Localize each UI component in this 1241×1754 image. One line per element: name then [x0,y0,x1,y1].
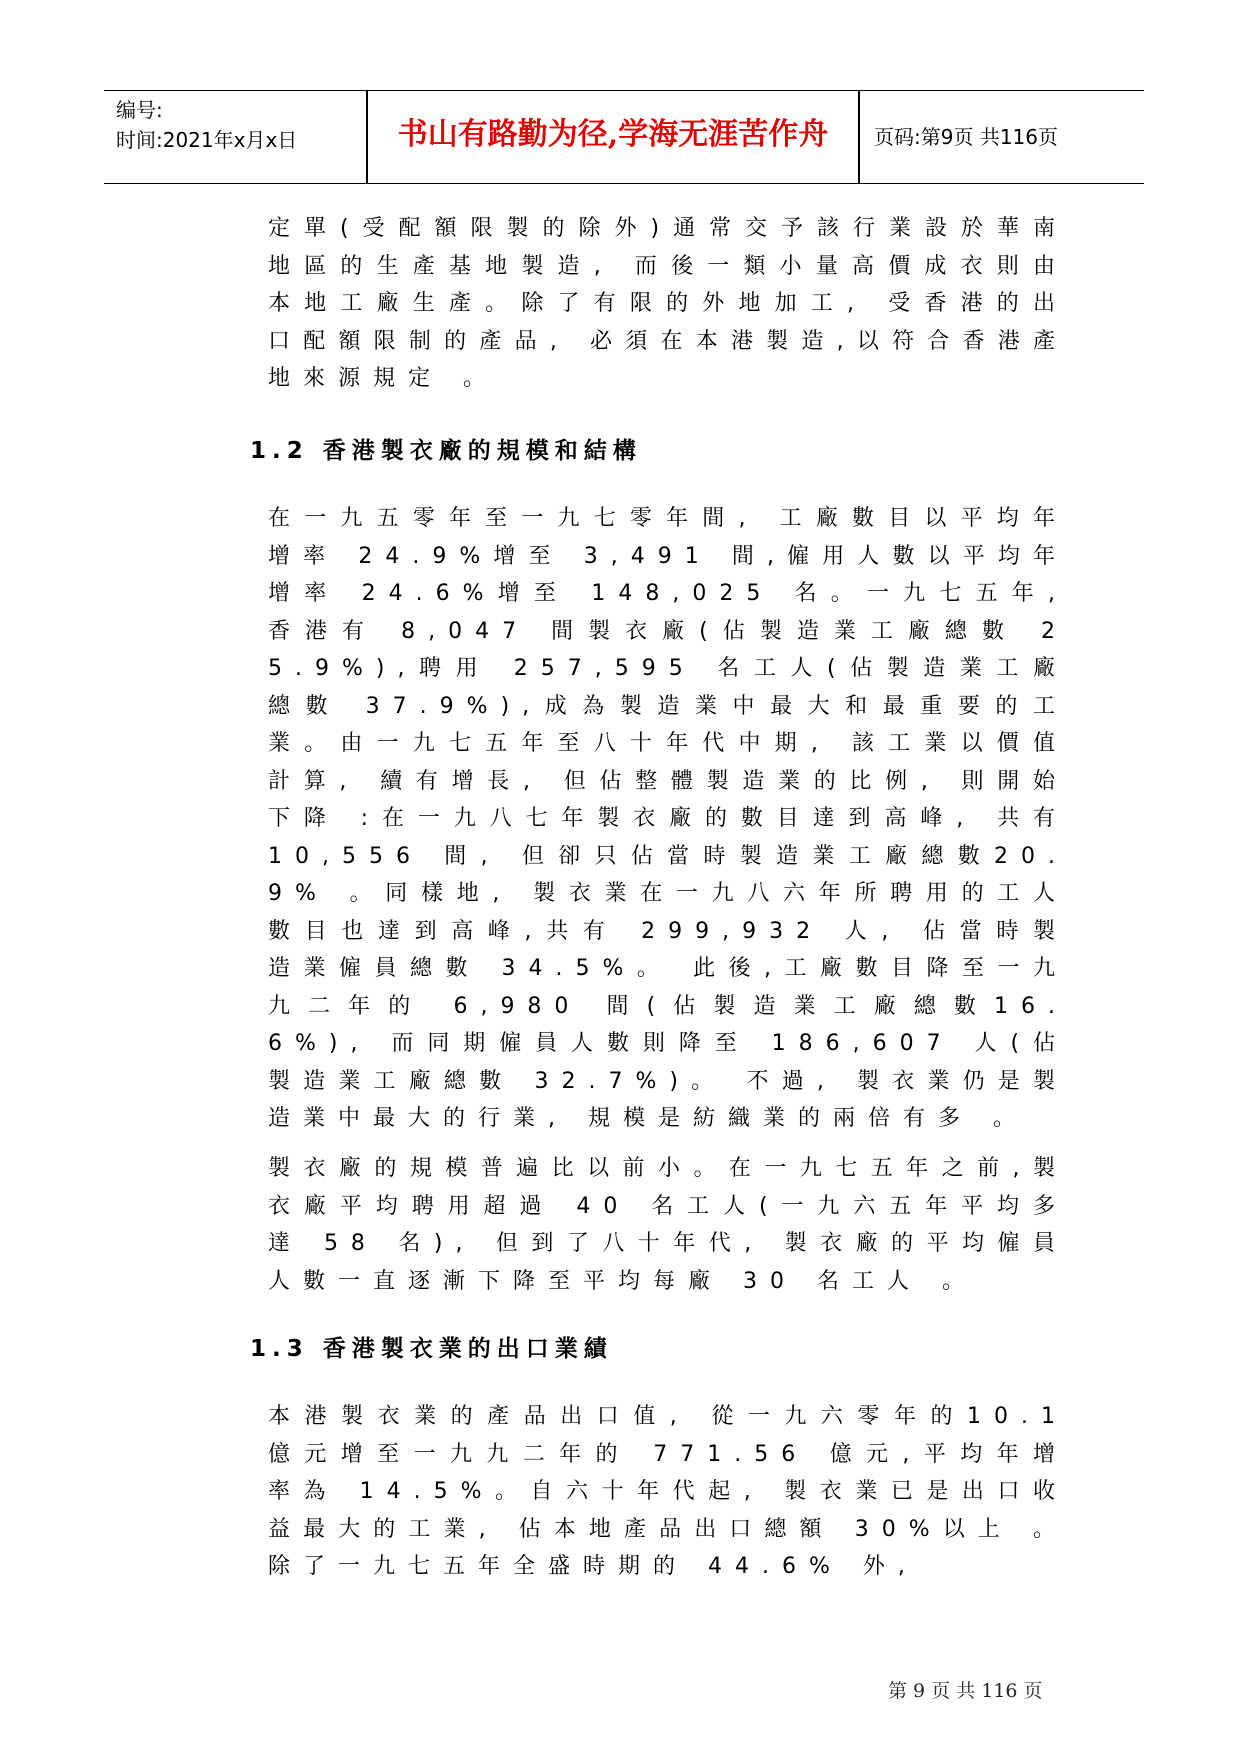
paragraph-1: 定單(受配額限製的除外)通常交予該行業設於華南地區的生產基地製造, 而後一類小量高價成衣則由本地工廠生產。除了有限的外地加工, 受香港的出口配額限制的產品, 必須在本港製造,以符合香港產地來源規定 。 [268,216,1068,391]
header-divider [858,91,860,183]
section-heading-1-3: 1.3 香港製衣業的出口業績 [250,1336,613,1362]
header-page-code: 页码:第9页 共116页 [874,125,1058,149]
serial-label: 编号: [116,98,163,122]
page-footer: 第 9 页 共 116 页 [888,1680,1043,1702]
paragraph-3: 製衣廠的規模普遍比以前小。在一九七五年之前,製衣廠平均聘用超過 40 名工人(一九六五年平均多達 58 名), 但到了八十年代, 製衣廠的平均僱員人數一直逐漸下降至平均每廠 30 名工人 。 [268,1156,1068,1294]
paragraph-2: 在一九五零年至一九七零年間, 工廠數目以平均年增率 24.9%增至 3,491 間,僱用人數以平均年增率 24.6%增至 148,025 名。一九七五年, 香港有 8,047 間製衣廠(佔製造業工廠總數 25.9%),聘用 257,595 名工人(佔製造業工廠總數 37.9%),成為製造業中最大和最重要的工業。由一九七五年至八十年代中期, 該工業以價值計算, 續有增長, 但佔整體製造業的比例, 則開始下降 :在一九八七年製衣廠的數目達到高峰, 共有10,556 間, 但卻只佔當時製造業工廠總數20.9% 。同樣地, 製衣業在一九八六年所聘用的工人數目也達到高峰,共有 299,932 人, 佔當時製造業僱員總數 34.5%。 此後,工廠數目降至一九九二年的 6,980 間(佔製造業工廠總數16.6%), 而同期僱員人數則降至 186,607 人(佔製造業工廠總數 32.7%)。 不過, 製衣業仍是製造業中最大的行業, 規模是紡織業的兩倍有多 。 [268,506,1068,1131]
header-meta [116,95,356,155]
page-header [104,90,1144,184]
time-label: 时间:2021年x月x日 [116,128,298,152]
paragraph-4: 本港製衣業的產品出口值, 從一九六零年的10.1 億元增至一九九二年的 771.56 億元,平均年增率為 14.5%。自六十年代起, 製衣業已是出口收益最大的工業, 佔本地產品出口總額 30%以上 。除了一九七五年全盛時期的 44.6% 外, [268,1404,1068,1579]
header-motto: 书山有路勤为径,学海无涯苦作舟 [397,117,829,152]
section-heading-1-2: 1.2 香港製衣廠的規模和結構 [250,438,642,464]
